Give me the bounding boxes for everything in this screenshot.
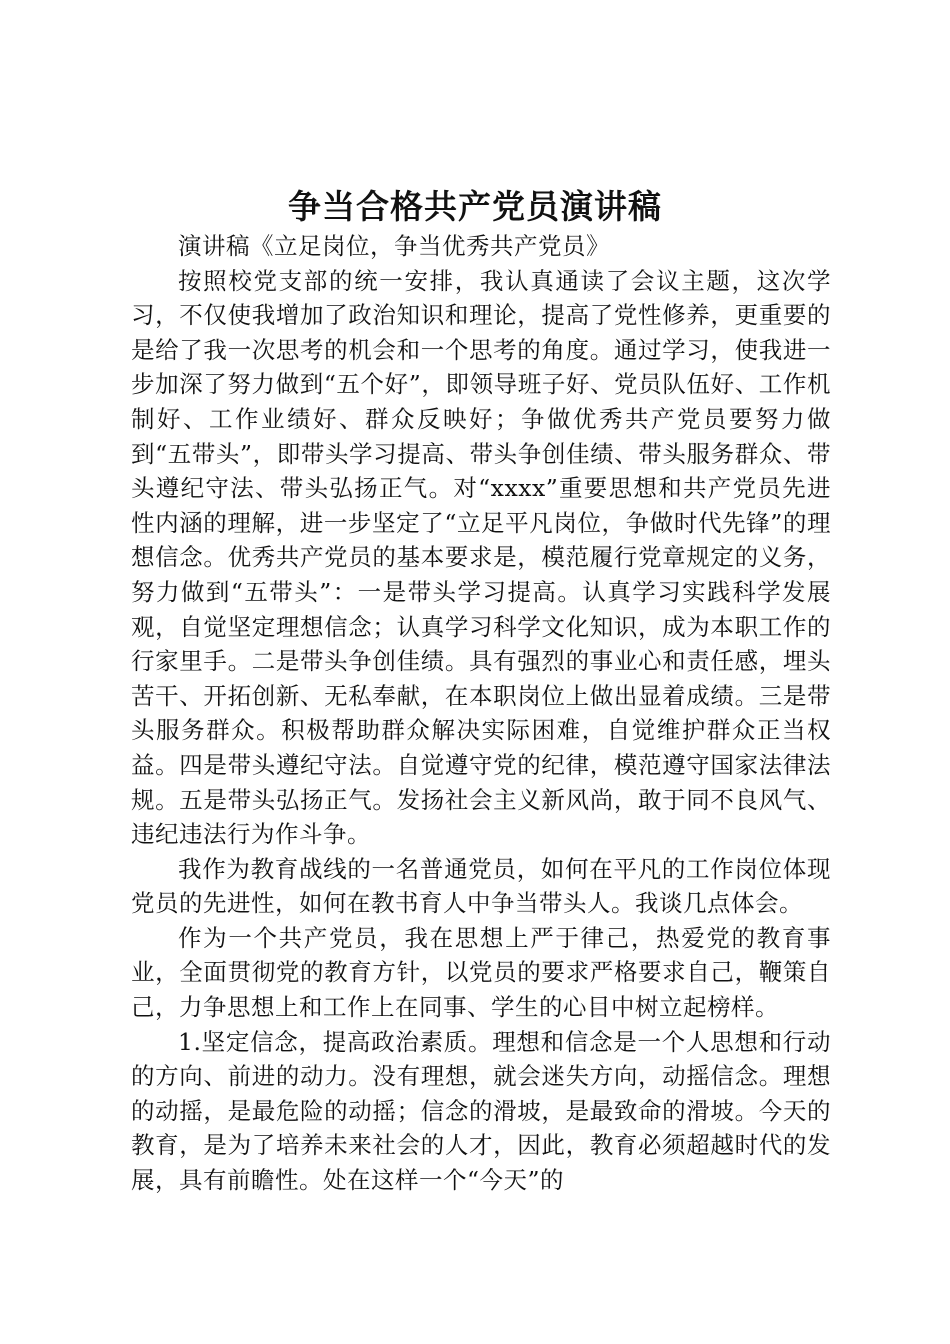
document-body [131, 229, 831, 1198]
document-title: 争当合格共产党员演讲稿 [288, 187, 662, 226]
paragraph-subtitle: 演讲稿《立足岗位，争当优秀共产党员》 [178, 232, 610, 260]
paragraph-self-discipline: 作为一个共产党员，我在思想上严于律己，热爱党的教育事业，全面贯彻党的教育方针，以党员的要求严格要求自己，鞭策自己，力争思想上和工作上在同事、学生的心目中树立起榜样。 [131, 923, 831, 1022]
paragraph-role: 我作为教育战线的一名普通党员，如何在平凡的工作岗位体现党员的先进性，如何在教书育人中争当带头人。我谈几点体会。 [131, 854, 831, 918]
paragraph-point-1: 1.坚定信念，提高政治素质。理想和信念是一个人思想和行动的方向、前进的动力。没有理想，就会迷失方向，动摇信念。理想的动摇，是最危险的动摇；信念的滑坡，是最致命的滑坡。今天的教育，是为了培养未来社会的人才，因此，教育必须超越时代的发展，具有前瞻性。处在这样一个“今天”的 [131, 1027, 831, 1195]
paragraph-intro: 按照校党支部的统一安排，我认真通读了会议主题，这次学习，不仅使我增加了政治知识和理论，提高了党性修养，更重要的是给了我一次思考的机会和一个思考的角度。通过学习，使我进一步加深了努力做到“五个好”，即领导班子好、党员队伍好、工作机制好、工作业绩好、群众反映好；争做优秀共产党员要努力做到“五带头”，即带头学习提高、带头争创佳绩、带头服务群众、带头遵纪守法、带头弘扬正气。对“xxxx”重要思想和共产党员先进性内涵的理解，进一步坚定了“立足平凡岗位，争做时代先锋”的理想信念。优秀共产党员的基本要求是，模范履行党章规定的义务，努力做到“五带头”：一是带头学习提高。认真学习实践科学发展观，自觉坚定理想信念；认真学习科学文化知识，成为本职工作的行家里手。二是带头争创佳绩。具有强烈的事业心和责任感，埋头苦干、开拓创新、无私奉献，在本职岗位上做出显着成绩。三是带头服务群众。积极帮助群众解决实际困难，自觉维护群众正当权益。四是带头遵纪守法。自觉遵守党的纪律，模范遵守国家法律法规。五是带头弘扬正气。发扬社会主义新风尚，敢于同不良风气、违纪违法行为作斗争。 [131, 266, 831, 849]
